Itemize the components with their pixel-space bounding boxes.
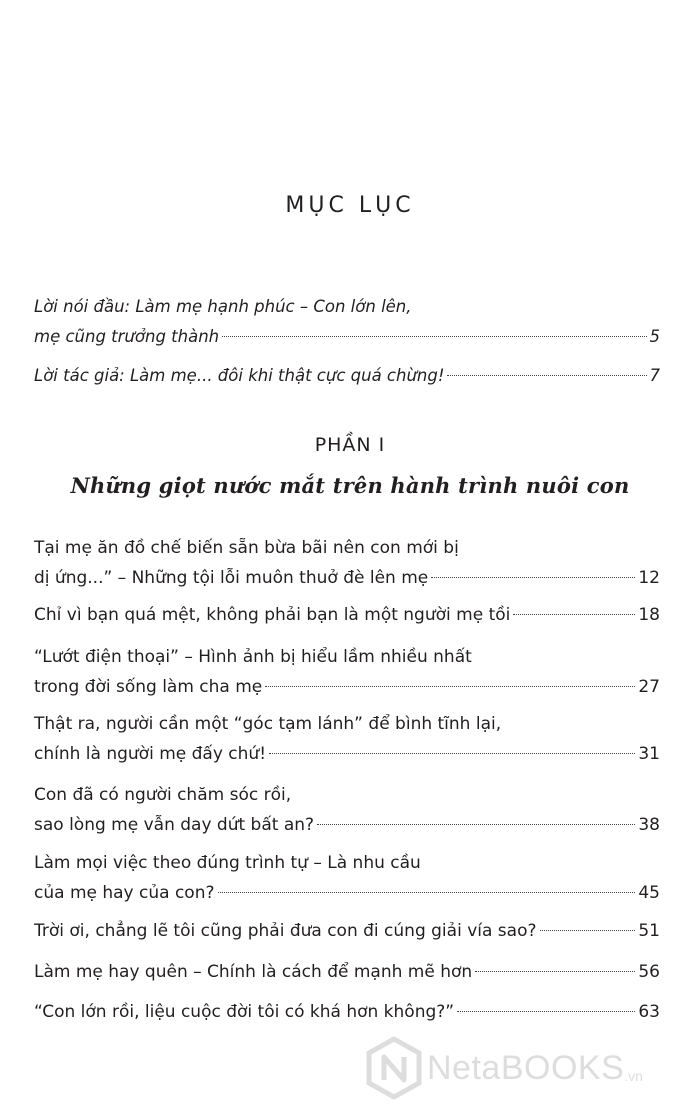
toc-entry-text: mẹ cũng trưởng thành xyxy=(34,327,220,346)
toc-page-number: 38 xyxy=(638,815,660,835)
toc-entry xyxy=(34,600,660,630)
toc-page-number: 56 xyxy=(638,962,660,982)
leader-dots xyxy=(269,752,635,754)
page-title: MỤC LỤC xyxy=(285,193,415,218)
toc-entry-line xyxy=(34,600,660,630)
watermark-brand: NetaBOOKS xyxy=(427,1048,625,1087)
leader-dots xyxy=(218,891,636,893)
watermark-suffix: .vn xyxy=(624,1068,643,1084)
toc-entry xyxy=(34,709,660,769)
leader-dots xyxy=(540,929,636,931)
toc-entry-line xyxy=(34,916,660,946)
watermark xyxy=(365,1028,695,1108)
toc-page-number: 31 xyxy=(638,744,660,764)
toc-entry-text: Làm mẹ hay quên – Chính là cách để mạnh mẽ hơn xyxy=(34,962,473,982)
toc-page-number: 45 xyxy=(638,883,660,903)
toc-entry xyxy=(34,533,660,593)
toc-entry-line xyxy=(34,322,660,352)
toc-entry-text: Tại mẹ ăn đồ chế biến sẵn bừa bãi nên con mới bị xyxy=(34,538,459,558)
toc-page-number: 5 xyxy=(649,327,660,346)
toc-page-number: 27 xyxy=(638,677,660,697)
toc-entry-line xyxy=(34,642,660,672)
toc-page-number: 63 xyxy=(638,1002,660,1022)
toc-page-number: 51 xyxy=(638,921,660,941)
leader-dots xyxy=(265,685,635,687)
toc-entry-text: sao lòng mẹ vẫn day dứt bất an? xyxy=(34,815,315,835)
toc-entry-line xyxy=(34,361,660,391)
toc-entry xyxy=(34,848,660,908)
toc-entry xyxy=(34,780,660,840)
toc-entry-line xyxy=(34,957,660,987)
toc-page-number: 18 xyxy=(638,605,660,625)
toc-entry-text: Lời tác giả: Làm mẹ... đôi khi thật cực quá chừng! xyxy=(34,366,445,385)
toc-page-number: 7 xyxy=(649,366,660,385)
toc-entry-foreword xyxy=(34,292,660,352)
toc-entry-line xyxy=(34,709,660,739)
toc-entry-text: Chỉ vì bạn quá mệt, không phải bạn là một người mẹ tồi xyxy=(34,605,511,625)
toc-entry-text: Con đã có người chăm sóc rồi, xyxy=(34,785,292,805)
leader-dots xyxy=(457,1010,635,1012)
toc-entry xyxy=(34,957,660,987)
toc-page-number: 12 xyxy=(638,568,660,588)
toc-entry-line xyxy=(34,878,660,908)
toc-entry-text: Lời nói đầu: Làm mẹ hạnh phúc – Con lớn lên, xyxy=(34,297,412,316)
toc-entry-line xyxy=(34,739,660,769)
toc-entry-line xyxy=(34,563,660,593)
leader-dots xyxy=(317,823,635,825)
toc-entry xyxy=(34,916,660,946)
toc-entry-line xyxy=(34,997,660,1027)
part-title: Những giọt nước mắt trên hành trình nuôi con xyxy=(70,473,630,498)
toc-entry-text: “Lướt điện thoại” – Hình ảnh bị hiểu lầm nhiều nhất xyxy=(34,647,472,667)
leader-dots xyxy=(431,576,635,578)
toc-entry-line xyxy=(34,810,660,840)
leader-dots xyxy=(475,970,635,972)
toc-entry-text: chính là người mẹ đấy chứ! xyxy=(34,744,267,764)
toc-entry-author-note xyxy=(34,361,660,391)
leader-dots xyxy=(513,613,635,615)
toc-entry-line xyxy=(34,672,660,702)
toc-entry xyxy=(34,997,660,1027)
toc-entry-text: Trời ơi, chẳng lẽ tôi cũng phải đưa con đi cúng giải vía sao? xyxy=(34,921,537,941)
toc-entry-line xyxy=(34,780,660,810)
toc-entry-text: Làm mọi việc theo đúng trình tự – Là nhu cầu xyxy=(34,853,421,873)
toc-entry-text: trong đời sống làm cha mẹ xyxy=(34,677,263,697)
netabooks-logo-icon xyxy=(365,1036,423,1100)
toc-entry xyxy=(34,642,660,702)
part-label: PHẦN I xyxy=(314,434,386,456)
toc-entry-line xyxy=(34,292,660,322)
toc-entry-text: “Con lớn rồi, liệu cuộc đời tôi có khá hơn không?” xyxy=(34,1002,455,1022)
toc-entry-line xyxy=(34,533,660,563)
leader-dots xyxy=(222,335,646,337)
toc-entry-text: dị ứng...” – Những tội lỗi muôn thuở đè lên mẹ xyxy=(34,568,429,588)
leader-dots xyxy=(447,374,646,376)
toc-entry-text: của mẹ hay của con? xyxy=(34,883,215,903)
toc-entry-line xyxy=(34,848,660,878)
toc-entry-text: Thật ra, người cần một “góc tạm lánh” để bình tĩnh lại, xyxy=(34,714,502,734)
